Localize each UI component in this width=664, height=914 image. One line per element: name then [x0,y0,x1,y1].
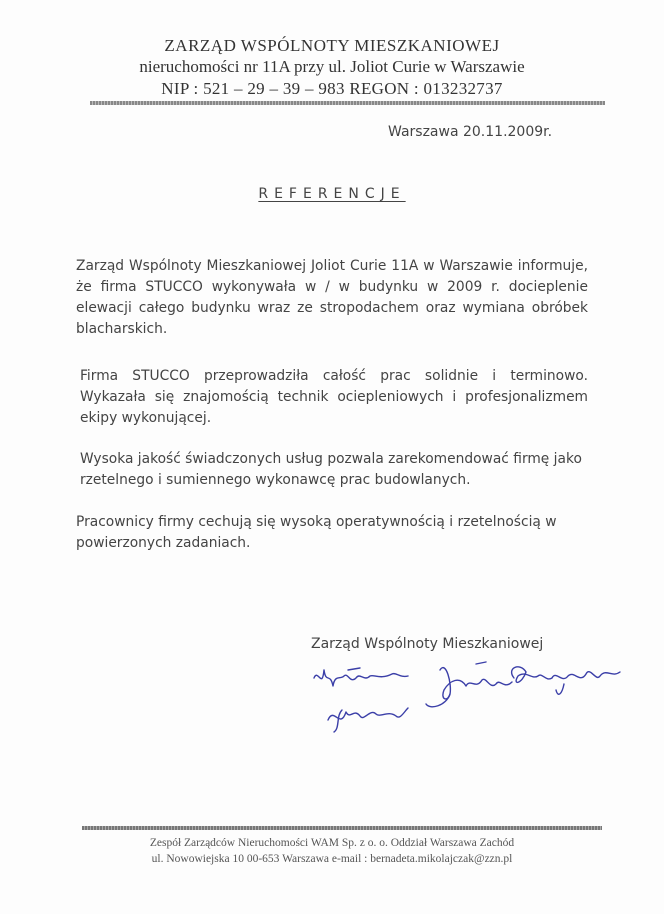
handwritten-signatures [300,650,640,745]
footer-company: Zespół Zarządców Nieruchomości WAM Sp. z o. o. Oddział Warszawa Zachód [149,837,515,849]
paragraph-1: Zarząd Wspólnoty Mieszkaniowej Joliot Curie 11A w Warszawie informuje, że firma STUCCO wykonywała w / w budynku w 2009 r. docieplenie elewacji całego budynku wraz ze stropodachem oraz wymiana obróbek blacharskich. [76,258,588,337]
letterhead-org-name: ZARZĄD WSPÓLNOTY MIESZKANIOWEJ [164,36,500,55]
letterhead [0,36,664,100]
footer-address: ul. Nowowiejska 10 00-653 Warszawa e-mail : bernadeta.mikolajczak@zzn.pl [151,853,513,865]
signature-4 [512,667,620,683]
paragraph-3: Wysoka jakość świadczonych usług pozwala zarekomendować firmę jako rzetelnego i sumiennego wykonawcę prac budowlanych. [80,451,582,488]
letter-date: Warszawa 20.11.2009r. [388,124,553,140]
signature-label: Zarząd Wspólnoty Mieszkaniowej [311,636,544,652]
paragraph-2: Firma STUCCO przeprowadziła całość prac solidnie i terminowo. Wykazała się znajomością technik ociepleniowych i profesjonalizmem ekipy wykonującej. [80,368,588,426]
footer-divider [82,826,602,830]
letterhead-tax-ids: NIP : 521 – 29 – 39 – 983 REGON : 013232737 [161,79,503,98]
header-divider [90,101,605,105]
letter-title: REFERENCJE [258,186,406,202]
signature-1 [314,670,408,686]
signature-3 [440,668,512,699]
footer [0,835,664,867]
letterhead-address: nieruchomości nr 11A przy ul. Joliot Curie w Warszawie [139,57,525,76]
paragraph-4: Pracownicy firmy cechują się wysoką operatywnością i rzetelnością w powierzonych zadaniach. [76,514,557,551]
